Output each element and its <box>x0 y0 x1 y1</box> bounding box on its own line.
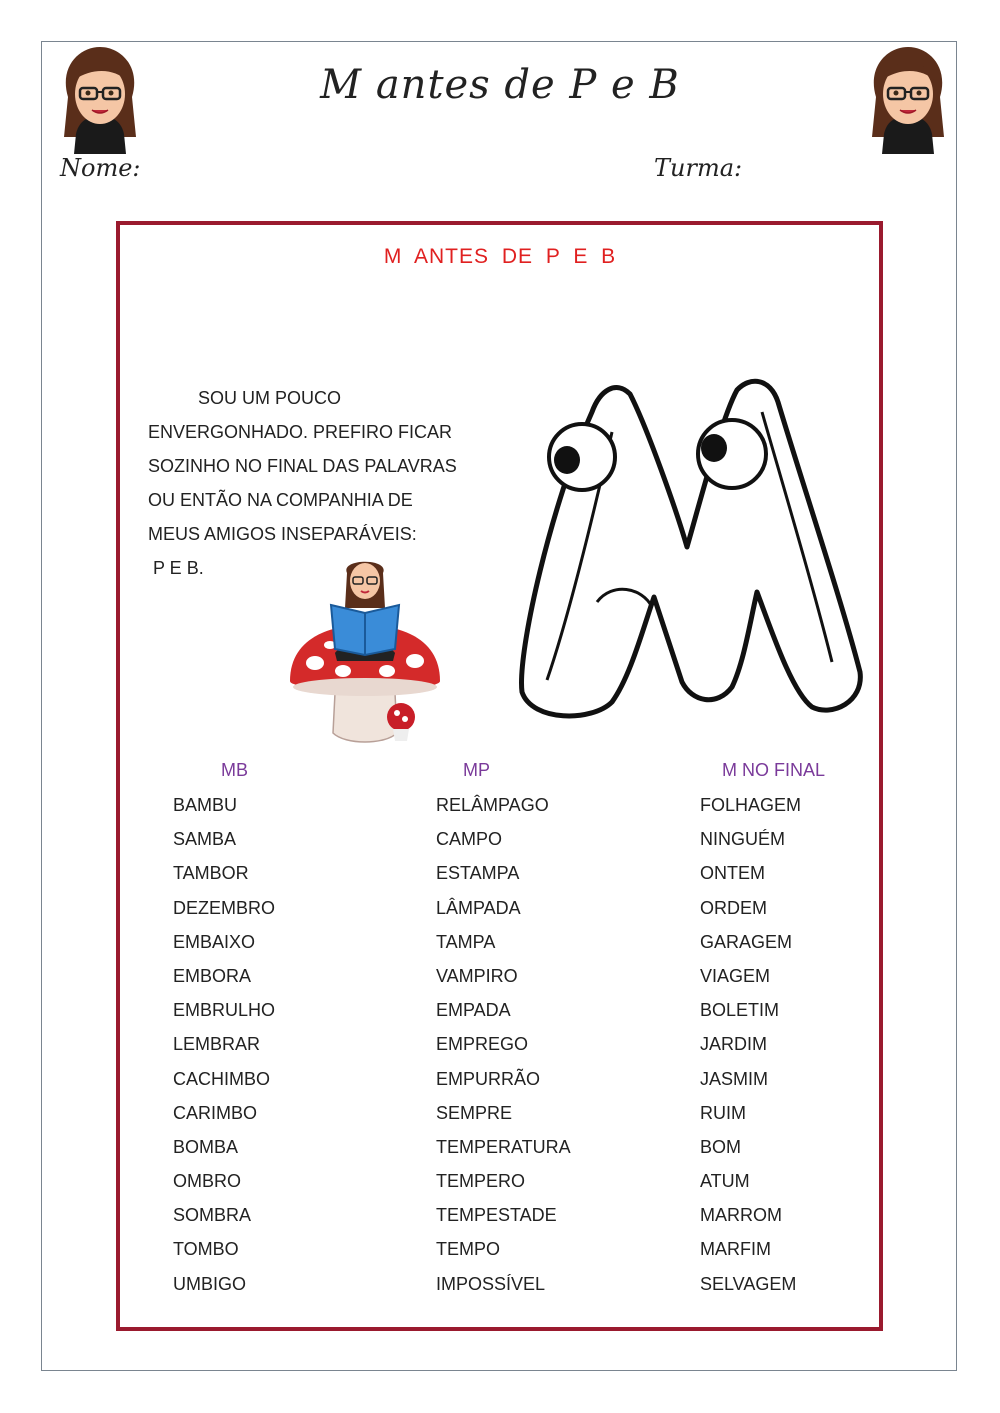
list-item: FOLHAGEM <box>700 795 802 815</box>
reading-girl-on-mushroom-illustration <box>285 553 445 748</box>
list-item: EMPADA <box>436 1000 511 1021</box>
list-item: SELVAGEM <box>700 1273 797 1294</box>
list-item: TEMPERATURA <box>436 1136 571 1157</box>
list-item: EMBAIXO <box>173 931 256 952</box>
column-heading-mb: MB <box>221 760 248 780</box>
list-item: NINGUÉM <box>700 829 785 850</box>
list-item: EMPREGO <box>436 1034 529 1055</box>
list-item: MARROM <box>700 1205 782 1226</box>
list-item: VAMPIRO <box>436 965 518 986</box>
list-item: LEMBRAR <box>173 1034 261 1055</box>
letter-m-with-eyes-illustration <box>512 372 867 722</box>
list-item: JASMIM <box>700 1068 769 1089</box>
paragraph-line: SOZINHO NO FINAL DAS PALAVRAS <box>148 456 457 476</box>
list-item: EMBRULHO <box>173 1000 276 1021</box>
list-item: TOMBO <box>173 1239 239 1260</box>
list-item: IMPOSSÍVEL <box>436 1273 546 1294</box>
list-item: OMBRO <box>173 1171 242 1192</box>
list-item: JARDIM <box>700 1034 767 1055</box>
list-item: TAMBOR <box>173 863 249 884</box>
list-item: BOMBA <box>173 1136 239 1157</box>
list-item: CAMPO <box>436 829 503 850</box>
list-item: GARAGEM <box>700 931 793 952</box>
list-item: ONTEM <box>700 863 765 884</box>
paragraph-line: SOU UM POUCO <box>198 388 342 408</box>
list-item: RUIM <box>700 1102 746 1123</box>
list-item: UMBIGO <box>173 1273 247 1294</box>
list-item: BOM <box>700 1136 742 1157</box>
list-item: VIAGEM <box>700 965 771 986</box>
list-item: TAMPA <box>436 931 496 952</box>
list-item: DEZEMBRO <box>173 897 276 918</box>
class-label: Turma: <box>654 154 743 182</box>
word-list-m-final <box>700 791 801 1304</box>
list-item: BAMBU <box>173 795 238 815</box>
list-item: CACHIMBO <box>173 1068 271 1089</box>
list-item: TEMPESTADE <box>436 1205 557 1226</box>
list-item: MARFIM <box>700 1239 771 1260</box>
list-item: LÂMPADA <box>436 897 521 918</box>
list-item: EMBORA <box>173 965 252 986</box>
paragraph-line: P E B. <box>153 558 204 578</box>
word-list-mp <box>436 791 571 1304</box>
paragraph-line: MEUS AMIGOS INSEPARÁVEIS: <box>148 524 417 544</box>
list-item: TEMPO <box>436 1239 501 1260</box>
frame-title: M ANTES DE P E B <box>383 245 617 268</box>
list-item: EMPURRÃO <box>436 1068 541 1089</box>
word-list-mb <box>173 791 275 1304</box>
list-item: SOMBRA <box>173 1205 252 1226</box>
column-heading-m-final: M NO FINAL <box>722 760 826 780</box>
paragraph-line: ENVERGONHADO. PREFIRO FICAR <box>148 422 453 442</box>
list-item: SAMBA <box>173 829 237 850</box>
paragraph-line: OU ENTÃO NA COMPANHIA DE <box>148 490 413 510</box>
list-item: SEMPRE <box>436 1102 513 1123</box>
list-item: BOLETIM <box>700 1000 780 1021</box>
page-title: M antes de P e B <box>320 62 680 108</box>
list-item: CARIMBO <box>173 1102 258 1123</box>
list-item: ESTAMPA <box>436 863 520 884</box>
list-item: ORDEM <box>700 897 767 918</box>
list-item: RELÂMPAGO <box>436 795 549 815</box>
list-item: ATUM <box>700 1171 750 1192</box>
name-label: Nome: <box>60 154 141 182</box>
list-item: TEMPERO <box>436 1171 526 1192</box>
column-heading-mp: MP <box>463 760 490 780</box>
